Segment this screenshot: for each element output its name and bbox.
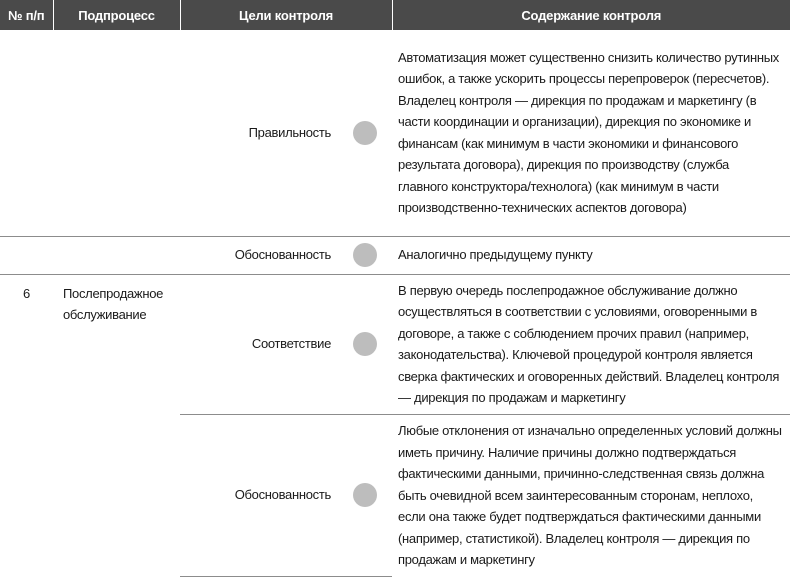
content-paragraph: Любые отклонения от изначально определенных условий должны иметь причину. Наличие причины должно подтверждаться фактическими данными, причинно-следственная связь должна быть очевидной всем заинтересованным сторонам, неплохо, если она также будет подтверждаться фактическими данными (например, статистикой). Владелец контроля — дирекция по продажам и маркетингу bbox=[398, 423, 782, 567]
row-indicator bbox=[337, 30, 392, 236]
row-goal: Правильность bbox=[180, 30, 337, 236]
row-content bbox=[392, 236, 790, 274]
status-circle-icon bbox=[353, 332, 377, 356]
content-paragraph: Автоматизация может существенно снизить количество рутинных ошибок, а также ускорить процессы перепроверок (пересчетов). bbox=[398, 49, 779, 87]
status-circle-icon bbox=[353, 243, 377, 267]
table-row bbox=[0, 30, 790, 236]
row-subprocess: Послепродажное обслуживание bbox=[63, 285, 164, 322]
content-paragraph: Владелец контроля — дирекция по продажам и маркетингу (в части координации и организации), дирекция по экономике и финансам (как минимум в части экономики и финансового результата договора), дирекция по производству (служба главного конструктора/технолога) (как минимум в части производственно-технических аспектов договора) bbox=[398, 92, 757, 216]
row-goal: Обоснованность bbox=[180, 414, 337, 576]
table-header bbox=[0, 0, 790, 30]
row-subprocess bbox=[53, 236, 180, 274]
row-goal: Соответствие bbox=[180, 274, 337, 414]
status-circle-icon bbox=[353, 483, 377, 507]
header-goals: Цели контроля bbox=[180, 0, 392, 30]
row-indicator bbox=[337, 274, 392, 414]
content-paragraph: В первую очередь послепродажное обслуживание должно осуществляться в соответствии с условиями, оговоренными в договоре, а также с соблюдением прочих правил (например, законодательства). Ключевой процедурой контроля является сверка фактических и оговоренных действий. Владелец контроля — дирекция по продажам и маркетингу bbox=[398, 282, 780, 405]
table-row bbox=[0, 274, 790, 414]
row-indicator bbox=[337, 414, 392, 576]
status-circle-icon bbox=[353, 121, 377, 145]
row-subprocess bbox=[53, 30, 180, 236]
header-num: № п/п bbox=[0, 0, 53, 30]
row-num bbox=[0, 30, 53, 236]
header-content: Содержание контроля bbox=[392, 0, 790, 30]
table-row bbox=[0, 236, 790, 274]
row-num bbox=[0, 236, 53, 274]
row-content bbox=[392, 274, 790, 414]
content-paragraph: Аналогично предыдущему пункту bbox=[398, 247, 593, 263]
row-content bbox=[392, 30, 790, 236]
row-indicator bbox=[337, 236, 392, 274]
header-subprocess: Подпроцесс bbox=[53, 0, 180, 30]
row-num: 6 bbox=[23, 285, 30, 301]
row-goal: Обоснованность bbox=[180, 236, 337, 274]
row-content bbox=[392, 414, 790, 576]
